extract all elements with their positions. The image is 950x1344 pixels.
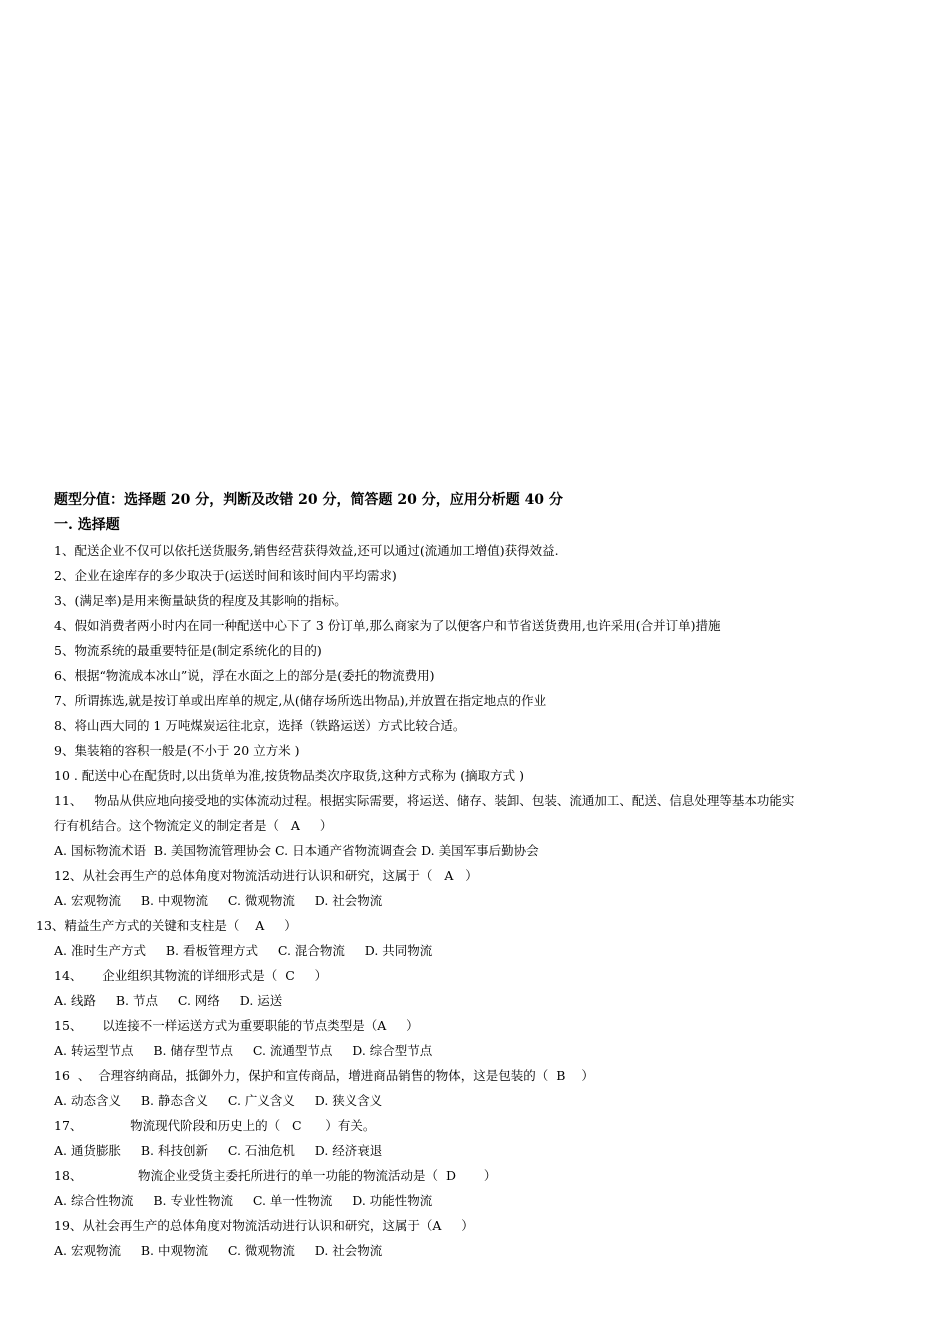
- score-heading: 题型分值：选择题 20 分，判断及改错 20 分，简答题 20 分，应用分析题 40 分: [54, 492, 563, 508]
- options-15: A. 转运型节点 B. 储存型节点 C. 流通型节点 D. 综合型节点: [54, 1043, 433, 1058]
- question-line-5: 5、物流系统的最重要特征是(制定系统化的目的): [54, 643, 322, 658]
- question-line-13: 13、精益生产方式的关键和支柱是（ A ）: [36, 918, 297, 933]
- options-12: A. 宏观物流 B. 中观物流 C. 微观物流 D. 社会物流: [54, 893, 383, 908]
- question-line-9: 9、集装箱的容积一般是(不小于 20 立方米 ): [54, 743, 300, 758]
- question-line-10: 10 . 配送中心在配货时,以出货单为准,按货物品类次序取货,这种方式称为 (摘取方式 ): [54, 768, 524, 783]
- question-line-3: 3、(满足率)是用来衡量缺货的程度及其影响的指标。: [54, 593, 347, 608]
- question-line-19: 19、从社会再生产的总体角度对物流活动进行认识和研究，这属于（A ）: [54, 1218, 474, 1233]
- question-line-7: 7、所谓拣选,就是按订单或出库单的规定,从(储存场所选出物品),并放置在指定地点的作业: [54, 693, 547, 708]
- question-line-11-cont: 行有机结合。这个物流定义的制定者是（ A ）: [54, 818, 333, 833]
- document-content: [36, 488, 914, 1263]
- options-19: A. 宏观物流 B. 中观物流 C. 微观物流 D. 社会物流: [54, 1243, 383, 1258]
- question-line-17: 17、 物流现代阶段和历史上的（ C ）有关。: [54, 1118, 376, 1133]
- question-line-16: 16 、 合理容纳商品，抵御外力，保护和宣传商品，增进商品销售的物体，这是包装的（ B ）: [54, 1068, 594, 1083]
- question-line-8: 8、将山西大同的 1 万吨煤炭运往北京，选择（铁路运送）方式比较合适。: [54, 718, 466, 733]
- question-line-15: 15、 以连接不一样运送方式为重要职能的节点类型是（A ）: [54, 1018, 419, 1033]
- question-line-2: 2、企业在途库存的多少取决于(运送时间和该时间内平均需求): [54, 568, 397, 583]
- options-16: A. 动态含义 B. 静态含义 C. 广义含义 D. 狭义含义: [54, 1093, 383, 1108]
- section-title: 一. 选择题: [54, 517, 120, 533]
- options-18: A. 综合性物流 B. 专业性物流 C. 单一性物流 D. 功能性物流: [54, 1193, 433, 1208]
- question-line-14: 14、 企业组织其物流的详细形式是（ C ）: [54, 968, 328, 983]
- options-11: A. 国标物流术语 B. 美国物流管理协会 C. 日本通产省物流调查会 D. 美国军事后勤协会: [54, 843, 539, 858]
- question-line-6: 6、根据“物流成本冰山”说，浮在水面之上的部分是(委托的物流费用): [54, 668, 435, 683]
- question-line-18: 18、 物流企业受货主委托所进行的单一功能的物流活动是（ D ）: [54, 1168, 497, 1183]
- question-line-1: 1、配送企业不仅可以依托送货服务,销售经营获得效益,还可以通过(流通加工增值)获得效益.: [54, 543, 559, 558]
- question-line-11: 11、 物品从供应地向接受地的实体流动过程。根据实际需要，将运送、储存、装卸、包装、流通加工、配送、信息处理等基本功能实: [54, 793, 795, 808]
- options-14: A. 线路 B. 节点 C. 网络 D. 运送: [54, 993, 283, 1008]
- question-line-12: 12、从社会再生产的总体角度对物流活动进行认识和研究，这属于（ A ）: [54, 868, 478, 883]
- question-line-4: 4、假如消费者两小时内在同一种配送中心下了 3 份订单,那么商家为了以便客户和节省送货费用,也许采用(合并订单)措施: [54, 618, 721, 633]
- options-13: A. 准时生产方式 B. 看板管理方式 C. 混合物流 D. 共同物流: [54, 943, 433, 958]
- options-17: A. 通货膨胀 B. 科技创新 C. 石油危机 D. 经济衰退: [54, 1143, 383, 1158]
